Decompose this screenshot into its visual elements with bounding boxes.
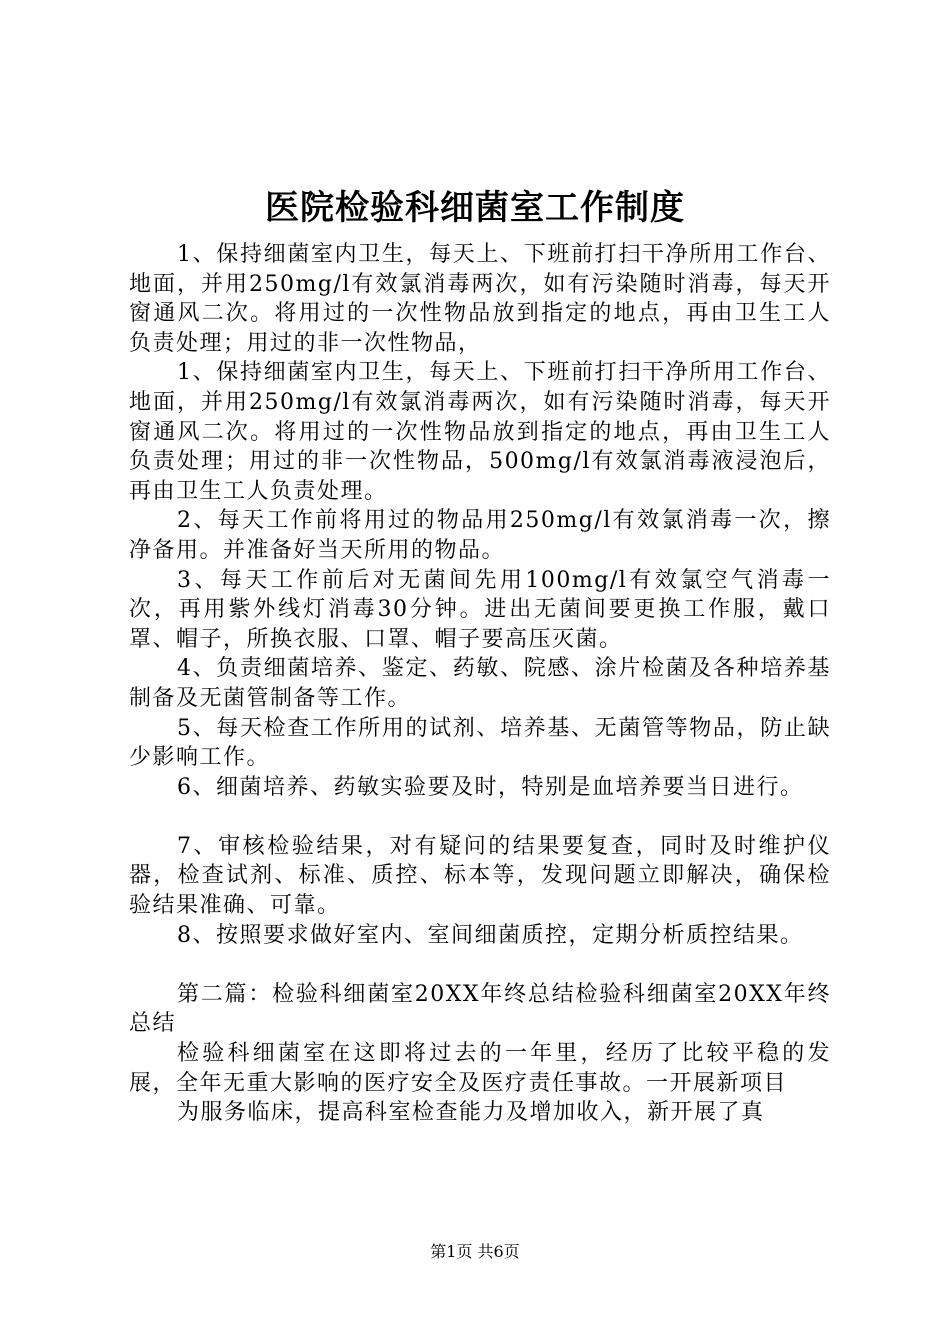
paragraph-rule-6: 6、细菌培养、药敏实验要及时，特别是血培养要当日进行。 <box>177 774 804 800</box>
paragraph-rule-4: 4、负责细菌培养、鉴定、药敏、院感、涂片检菌及各种培养基制备及无菌管制备等工作。 <box>129 656 831 711</box>
paragraph-rule-2: 2、每天工作前将用过的物品用250mg/l有效氯消毒一次，擦净备用。并准备好当天所用的物品。 <box>129 508 831 563</box>
section-two-heading: 第二篇：检验科细菌室20XX年终总结检验科细菌室20XX年终总结 <box>129 981 831 1037</box>
document-title: 医院检验科细菌室工作制度 <box>265 188 685 228</box>
paragraph-rule-1: 1、保持细菌室内卫生，每天上、下班前打扫干净所用工作台、地面，并用250mg/l有效氯消毒两次，如有污染随时消毒，每天开窗通风二次。将用过的一次性物品放到指定的地点，再由卫生工人负责处理；用过的非一次性物品，500mg/l有效氯消毒液浸泡后，再由卫生工人负责处理。 <box>129 360 831 504</box>
paragraph-rule-8: 8、按照要求做好室内、室间细菌质控，定期分析质控结果。 <box>177 922 804 948</box>
paragraph-rule-7: 7、审核检验结果，对有疑问的结果要复查，同时及时维护仪器，检查试剂、标准、质控、标本等，发现问题立即解决，确保检验结果准确、可靠。 <box>129 833 831 919</box>
page-number-footer: 第1页 共6页 <box>430 1242 520 1261</box>
paragraph-rule-3: 3、每天工作前后对无菌间先用100mg/l有效氯空气消毒一次，再用紫外线灯消毒30分钟。进出无菌间要更换工作服，戴口罩、帽子，所换衣服、口罩、帽子要高压灭菌。 <box>129 567 831 652</box>
paragraph-rule-1-partial: 1、保持细菌室内卫生，每天上、下班前打扫干净所用工作台、地面，并用250mg/l有效氯消毒两次，如有污染随时消毒，每天开窗通风二次。将用过的一次性物品放到指定的地点，再由卫生工人负责处理；用过的非一次性物品， <box>129 242 831 356</box>
paragraph-summary-intro: 检验科细菌室在这即将过去的一年里，经历了比较平稳的发展，全年无重大影响的医疗安全及医疗责任事故。一开展新项目 <box>129 1041 831 1096</box>
paragraph-summary-continued: 为服务临床，提高科室检查能力及增加收入，新开展了真 <box>177 1100 765 1126</box>
document-body <box>129 240 831 1128</box>
paragraph-rule-5: 5、每天检查工作所用的试剂、培养基、无菌管等物品，防止缺少影响工作。 <box>129 715 831 771</box>
